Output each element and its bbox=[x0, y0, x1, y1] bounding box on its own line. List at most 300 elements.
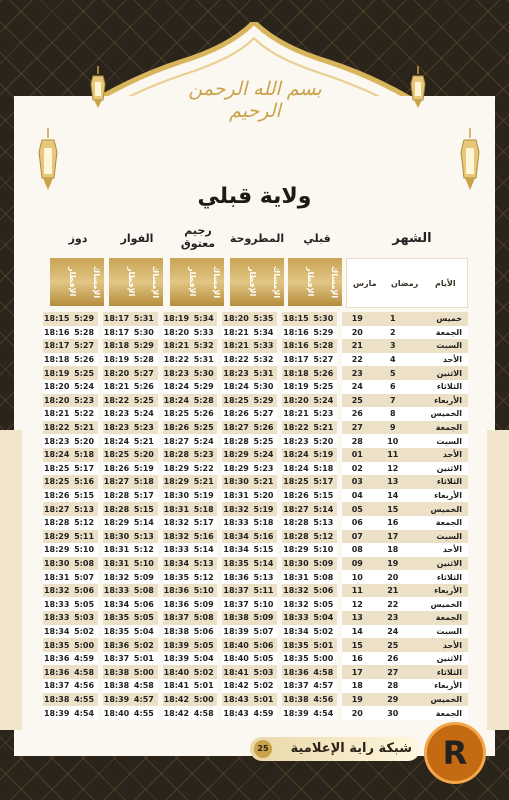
table-row bbox=[43, 679, 468, 693]
qebili-imsak-cell: 5:30 bbox=[310, 312, 337, 326]
rjim-maatoug-imsak-cell: 5:33 bbox=[190, 326, 217, 340]
faouar-imsak-cell: 5:30 bbox=[130, 326, 157, 340]
douz-iftar-cell: 18:37 bbox=[43, 679, 70, 693]
table-row bbox=[43, 638, 468, 652]
douz-imsak-cell: 5:08 bbox=[70, 557, 97, 571]
rjim-maatoug-iftar-cell: 18:25 bbox=[163, 407, 190, 421]
rjim-maatoug-iftar-cell: 18:36 bbox=[163, 584, 190, 598]
table-row bbox=[43, 421, 468, 435]
weekday-cell: الثلاثاء bbox=[413, 380, 468, 394]
qebili-iftar-cell: 18:24 bbox=[282, 448, 309, 462]
qebili-imsak-cell: 5:00 bbox=[310, 652, 337, 666]
matrouha-imsak-cell: 5:15 bbox=[250, 543, 277, 557]
header-region-rjim-maatoug: رجيم معتوق bbox=[180, 224, 216, 250]
iftar-label: الإفطار bbox=[188, 267, 197, 297]
faouar-iftar-cell: 18:28 bbox=[103, 489, 130, 503]
faouar-iftar-cell: 18:38 bbox=[103, 679, 130, 693]
douz-imsak-cell: 5:13 bbox=[70, 502, 97, 516]
table-row bbox=[43, 570, 468, 584]
brand-name: شبكة راية الإعلامية bbox=[250, 737, 420, 761]
matrouha-imsak-cell: 5:03 bbox=[250, 665, 277, 679]
matrouha-iftar-cell: 18:23 bbox=[222, 366, 249, 380]
ramadan-day-cell: 29 bbox=[372, 693, 413, 707]
rjim-maatoug-imsak-cell: 5:12 bbox=[190, 570, 217, 584]
douz-iftar-cell: 18:29 bbox=[43, 530, 70, 544]
qebili-imsak-cell: 4:54 bbox=[310, 706, 337, 720]
qebili-imsak-cell: 5:15 bbox=[310, 489, 337, 503]
qebili-iftar-cell: 18:30 bbox=[282, 557, 309, 571]
faouar-imsak-cell: 5:23 bbox=[130, 421, 157, 435]
weekday-cell: الأربعاء bbox=[413, 584, 468, 598]
march-date-cell: 24 bbox=[342, 380, 372, 394]
march-date-cell: 26 bbox=[342, 407, 372, 421]
douz-iftar-cell: 18:24 bbox=[43, 448, 70, 462]
matrouha-iftar-cell: 18:20 bbox=[222, 312, 249, 326]
march-date-cell: 23 bbox=[342, 366, 372, 380]
rjim-maatoug-iftar-cell: 18:29 bbox=[163, 475, 190, 489]
qebili-iftar-cell: 18:38 bbox=[282, 693, 309, 707]
rjim-maatoug-iftar-cell: 18:28 bbox=[163, 448, 190, 462]
faouar-iftar-cell: 18:26 bbox=[103, 462, 130, 476]
weekday-cell: الثلاثاء bbox=[413, 570, 468, 584]
rjim-maatoug-iftar-cell: 18:42 bbox=[163, 706, 190, 720]
faouar-iftar-cell: 18:20 bbox=[103, 366, 130, 380]
rjim-maatoug-iftar-cell: 18:29 bbox=[163, 462, 190, 476]
rjim-maatoug-iftar-cell: 18:35 bbox=[163, 570, 190, 584]
march-date-cell: 22 bbox=[342, 353, 372, 367]
rjim-maatoug-imsak-cell: 5:19 bbox=[190, 489, 217, 503]
ramadan-day-cell: 3 bbox=[372, 339, 413, 353]
weekday-cell: الأربعاء bbox=[413, 394, 468, 408]
qebili-imsak-cell: 5:27 bbox=[310, 353, 337, 367]
header-box-dates bbox=[346, 258, 468, 308]
weekday-cell: الأحد bbox=[413, 353, 468, 367]
ramadan-day-cell: 11 bbox=[372, 448, 413, 462]
logo-letter: R bbox=[442, 734, 468, 772]
matrouha-imsak-cell: 5:29 bbox=[250, 394, 277, 408]
douz-iftar-cell: 18:35 bbox=[43, 638, 70, 652]
douz-imsak-cell: 5:15 bbox=[70, 489, 97, 503]
matrouha-imsak-cell: 5:31 bbox=[250, 366, 277, 380]
ramadan-day-cell: 9 bbox=[372, 421, 413, 435]
faouar-imsak-cell: 5:25 bbox=[130, 394, 157, 408]
rjim-maatoug-iftar-cell: 18:27 bbox=[163, 434, 190, 448]
table-row bbox=[43, 706, 468, 720]
faouar-imsak-cell: 5:14 bbox=[130, 516, 157, 530]
qebili-imsak-cell: 5:09 bbox=[310, 557, 337, 571]
ramadan-day-cell: 25 bbox=[372, 638, 413, 652]
faouar-imsak-cell: 4:55 bbox=[130, 706, 157, 720]
douz-iftar-cell: 18:36 bbox=[43, 665, 70, 679]
table-row bbox=[43, 693, 468, 707]
weekday-cell: الأحد bbox=[413, 448, 468, 462]
rjim-maatoug-imsak-cell: 5:16 bbox=[190, 530, 217, 544]
weekday-cell: السبت bbox=[413, 625, 468, 639]
matrouha-iftar-cell: 18:25 bbox=[222, 394, 249, 408]
header-box-douz bbox=[50, 258, 104, 306]
faouar-imsak-cell: 5:21 bbox=[130, 434, 157, 448]
qebili-iftar-cell: 18:24 bbox=[282, 462, 309, 476]
faouar-iftar-cell: 18:25 bbox=[103, 448, 130, 462]
qebili-imsak-cell: 5:20 bbox=[310, 434, 337, 448]
faouar-imsak-cell: 5:31 bbox=[130, 312, 157, 326]
qebili-imsak-cell: 5:21 bbox=[310, 421, 337, 435]
rjim-maatoug-imsak-cell: 5:01 bbox=[190, 679, 217, 693]
rjim-maatoug-iftar-cell: 18:22 bbox=[163, 353, 190, 367]
faouar-iftar-cell: 18:33 bbox=[103, 584, 130, 598]
lantern-icon bbox=[410, 66, 426, 110]
rjim-maatoug-imsak-cell: 5:34 bbox=[190, 312, 217, 326]
ramadan-day-cell: 27 bbox=[372, 665, 413, 679]
faouar-iftar-cell: 18:40 bbox=[103, 706, 130, 720]
ramadan-day-cell: 26 bbox=[372, 652, 413, 666]
douz-imsak-cell: 5:22 bbox=[70, 407, 97, 421]
matrouha-imsak-cell: 5:06 bbox=[250, 638, 277, 652]
qebili-imsak-cell: 5:14 bbox=[310, 502, 337, 516]
qebili-iftar-cell: 18:20 bbox=[282, 394, 309, 408]
rjim-maatoug-imsak-cell: 5:17 bbox=[190, 516, 217, 530]
qebili-iftar-cell: 18:31 bbox=[282, 570, 309, 584]
douz-iftar-cell: 18:25 bbox=[43, 462, 70, 476]
faouar-imsak-cell: 5:01 bbox=[130, 652, 157, 666]
qebili-iftar-cell: 18:32 bbox=[282, 597, 309, 611]
ramadan-day-cell: 30 bbox=[372, 706, 413, 720]
rjim-maatoug-imsak-cell: 5:29 bbox=[190, 380, 217, 394]
table-row bbox=[43, 462, 468, 476]
rjim-maatoug-iftar-cell: 18:24 bbox=[163, 380, 190, 394]
matrouha-iftar-cell: 18:31 bbox=[222, 489, 249, 503]
table-row bbox=[43, 448, 468, 462]
weekday-cell: الثلاثاء bbox=[413, 475, 468, 489]
march-date-cell: 27 bbox=[342, 421, 372, 435]
qebili-iftar-cell: 18:15 bbox=[282, 312, 309, 326]
weekday-cell: الاثنين bbox=[413, 366, 468, 380]
iftar-label: الإفطار bbox=[68, 267, 77, 297]
matrouha-iftar-cell: 18:26 bbox=[222, 407, 249, 421]
matrouha-iftar-cell: 18:39 bbox=[222, 625, 249, 639]
douz-iftar-cell: 18:17 bbox=[43, 339, 70, 353]
qebili-iftar-cell: 18:29 bbox=[282, 543, 309, 557]
march-date-cell: 02 bbox=[342, 462, 372, 476]
prayer-timetable bbox=[43, 312, 468, 720]
ramadan-day-cell: 15 bbox=[372, 502, 413, 516]
page-number: 25 bbox=[254, 740, 272, 758]
qebili-imsak-cell: 5:06 bbox=[310, 584, 337, 598]
table-row bbox=[43, 611, 468, 625]
matrouha-imsak-cell: 5:24 bbox=[250, 448, 277, 462]
matrouha-iftar-cell: 18:29 bbox=[222, 462, 249, 476]
table-row bbox=[43, 394, 468, 408]
matrouha-iftar-cell: 18:43 bbox=[222, 706, 249, 720]
ramadan-day-cell: 6 bbox=[372, 380, 413, 394]
rjim-maatoug-imsak-cell: 5:22 bbox=[190, 462, 217, 476]
march-date-cell: 14 bbox=[342, 625, 372, 639]
rjim-maatoug-iftar-cell: 18:26 bbox=[163, 421, 190, 435]
douz-iftar-cell: 18:19 bbox=[43, 366, 70, 380]
qebili-imsak-cell: 4:57 bbox=[310, 679, 337, 693]
ramadan-day-cell: 20 bbox=[372, 570, 413, 584]
ramadan-day-cell: 19 bbox=[372, 557, 413, 571]
ramadan-day-cell: 21 bbox=[372, 584, 413, 598]
faouar-imsak-cell: 5:00 bbox=[130, 665, 157, 679]
qebili-imsak-cell: 5:10 bbox=[310, 543, 337, 557]
weekday-cell: الأربعاء bbox=[413, 679, 468, 693]
march-date-cell: 19 bbox=[342, 312, 372, 326]
rjim-maatoug-imsak-cell: 5:31 bbox=[190, 353, 217, 367]
lantern-icon bbox=[38, 128, 58, 192]
rjim-maatoug-imsak-cell: 5:13 bbox=[190, 557, 217, 571]
right-minaret bbox=[487, 430, 509, 730]
table-row bbox=[43, 489, 468, 503]
faouar-imsak-cell: 5:20 bbox=[130, 448, 157, 462]
matrouha-iftar-cell: 18:34 bbox=[222, 543, 249, 557]
matrouha-imsak-cell: 5:01 bbox=[250, 693, 277, 707]
rjim-maatoug-iftar-cell: 18:19 bbox=[163, 312, 190, 326]
table-row bbox=[43, 652, 468, 666]
qebili-imsak-cell: 5:17 bbox=[310, 475, 337, 489]
matrouha-imsak-cell: 5:21 bbox=[250, 475, 277, 489]
matrouha-imsak-cell: 4:59 bbox=[250, 706, 277, 720]
march-date-cell: 11 bbox=[342, 584, 372, 598]
table-row bbox=[43, 475, 468, 489]
rjim-maatoug-iftar-cell: 18:38 bbox=[163, 625, 190, 639]
qebili-iftar-cell: 18:27 bbox=[282, 502, 309, 516]
matrouha-iftar-cell: 18:34 bbox=[222, 530, 249, 544]
douz-iftar-cell: 18:33 bbox=[43, 611, 70, 625]
faouar-iftar-cell: 18:35 bbox=[103, 611, 130, 625]
rjim-maatoug-imsak-cell: 5:28 bbox=[190, 394, 217, 408]
douz-iftar-cell: 18:34 bbox=[43, 625, 70, 639]
faouar-iftar-cell: 18:39 bbox=[103, 693, 130, 707]
matrouha-iftar-cell: 18:30 bbox=[222, 475, 249, 489]
faouar-iftar-cell: 18:22 bbox=[103, 394, 130, 408]
weekday-cell: الاثنين bbox=[413, 557, 468, 571]
qebili-imsak-cell: 5:05 bbox=[310, 597, 337, 611]
march-date-cell: 28 bbox=[342, 434, 372, 448]
rjim-maatoug-imsak-cell: 5:30 bbox=[190, 366, 217, 380]
douz-imsak-cell: 5:28 bbox=[70, 326, 97, 340]
faouar-iftar-cell: 18:31 bbox=[103, 543, 130, 557]
march-date-cell: 15 bbox=[342, 638, 372, 652]
douz-iftar-cell: 18:20 bbox=[43, 394, 70, 408]
faouar-iftar-cell: 18:18 bbox=[103, 339, 130, 353]
left-minaret bbox=[0, 430, 22, 730]
matrouha-imsak-cell: 5:09 bbox=[250, 611, 277, 625]
rjim-maatoug-imsak-cell: 5:00 bbox=[190, 693, 217, 707]
matrouha-imsak-cell: 5:35 bbox=[250, 312, 277, 326]
faouar-imsak-cell: 5:06 bbox=[130, 597, 157, 611]
douz-imsak-cell: 5:11 bbox=[70, 530, 97, 544]
imsak-label: الإمساك bbox=[212, 265, 221, 299]
faouar-imsak-cell: 5:26 bbox=[130, 380, 157, 394]
faouar-imsak-cell: 5:29 bbox=[130, 339, 157, 353]
matrouha-imsak-cell: 5:10 bbox=[250, 597, 277, 611]
table-row bbox=[43, 366, 468, 380]
rjim-maatoug-iftar-cell: 18:36 bbox=[163, 597, 190, 611]
march-date-cell: 18 bbox=[342, 679, 372, 693]
douz-imsak-cell: 5:18 bbox=[70, 448, 97, 462]
matrouha-imsak-cell: 5:34 bbox=[250, 326, 277, 340]
matrouha-imsak-cell: 5:05 bbox=[250, 652, 277, 666]
douz-imsak-cell: 5:25 bbox=[70, 366, 97, 380]
march-date-cell: 01 bbox=[342, 448, 372, 462]
matrouha-iftar-cell: 18:27 bbox=[222, 421, 249, 435]
douz-imsak-cell: 5:03 bbox=[70, 611, 97, 625]
march-date-cell: 20 bbox=[342, 706, 372, 720]
qebili-imsak-cell: 5:24 bbox=[310, 394, 337, 408]
weekday-cell: الخميس bbox=[413, 597, 468, 611]
table-row bbox=[43, 407, 468, 421]
matrouha-iftar-cell: 18:43 bbox=[222, 693, 249, 707]
march-date-cell: 13 bbox=[342, 611, 372, 625]
rjim-maatoug-imsak-cell: 5:05 bbox=[190, 638, 217, 652]
douz-iftar-cell: 18:18 bbox=[43, 353, 70, 367]
matrouha-iftar-cell: 18:41 bbox=[222, 665, 249, 679]
qebili-imsak-cell: 5:04 bbox=[310, 611, 337, 625]
qebili-iftar-cell: 18:28 bbox=[282, 530, 309, 544]
march-date-cell: 17 bbox=[342, 665, 372, 679]
header-box-qebili bbox=[288, 258, 342, 306]
faouar-iftar-cell: 18:38 bbox=[103, 665, 130, 679]
douz-iftar-cell: 18:23 bbox=[43, 434, 70, 448]
faouar-iftar-cell: 18:30 bbox=[103, 530, 130, 544]
rjim-maatoug-iftar-cell: 18:32 bbox=[163, 516, 190, 530]
header-region-matrouha: المطروحة bbox=[229, 232, 285, 245]
faouar-imsak-cell: 5:17 bbox=[130, 489, 157, 503]
qebili-imsak-cell: 5:23 bbox=[310, 407, 337, 421]
matrouha-imsak-cell: 5:27 bbox=[250, 407, 277, 421]
table-row bbox=[43, 434, 468, 448]
faouar-imsak-cell: 5:13 bbox=[130, 530, 157, 544]
douz-imsak-cell: 5:29 bbox=[70, 312, 97, 326]
ramadan-day-cell: 22 bbox=[372, 597, 413, 611]
rjim-maatoug-iftar-cell: 18:32 bbox=[163, 530, 190, 544]
douz-imsak-cell: 5:06 bbox=[70, 584, 97, 598]
weekday-cell: الأربعاء bbox=[413, 489, 468, 503]
qebili-iftar-cell: 18:18 bbox=[282, 366, 309, 380]
matrouha-imsak-cell: 5:23 bbox=[250, 462, 277, 476]
matrouha-iftar-cell: 18:28 bbox=[222, 434, 249, 448]
weekday-cell: الاثنين bbox=[413, 462, 468, 476]
lantern-icon bbox=[90, 66, 106, 110]
douz-imsak-cell: 5:20 bbox=[70, 434, 97, 448]
douz-imsak-cell: 5:10 bbox=[70, 543, 97, 557]
header-region-faouar: الفوار bbox=[120, 232, 154, 245]
ramadan-day-cell: 2 bbox=[372, 326, 413, 340]
days-label: الأيام bbox=[435, 279, 456, 288]
qebili-iftar-cell: 18:16 bbox=[282, 326, 309, 340]
douz-imsak-cell: 4:55 bbox=[70, 693, 97, 707]
march-date-cell: 05 bbox=[342, 502, 372, 516]
matrouha-iftar-cell: 18:21 bbox=[222, 326, 249, 340]
rjim-maatoug-iftar-cell: 18:23 bbox=[163, 366, 190, 380]
douz-imsak-cell: 5:17 bbox=[70, 462, 97, 476]
faouar-imsak-cell: 5:05 bbox=[130, 611, 157, 625]
matrouha-imsak-cell: 5:32 bbox=[250, 353, 277, 367]
rjim-maatoug-iftar-cell: 18:39 bbox=[163, 652, 190, 666]
douz-imsak-cell: 5:21 bbox=[70, 421, 97, 435]
matrouha-imsak-cell: 5:16 bbox=[250, 530, 277, 544]
header-box-rjim-maatoug bbox=[170, 258, 224, 306]
douz-imsak-cell: 4:59 bbox=[70, 652, 97, 666]
ramadan-day-cell: 5 bbox=[372, 366, 413, 380]
faouar-iftar-cell: 18:21 bbox=[103, 380, 130, 394]
table-row bbox=[43, 665, 468, 679]
weekday-cell: الجمعة bbox=[413, 421, 468, 435]
faouar-iftar-cell: 18:34 bbox=[103, 597, 130, 611]
douz-iftar-cell: 18:20 bbox=[43, 380, 70, 394]
rjim-maatoug-imsak-cell: 5:04 bbox=[190, 652, 217, 666]
ramadan-day-cell: 13 bbox=[372, 475, 413, 489]
march-date-cell: 16 bbox=[342, 652, 372, 666]
qebili-imsak-cell: 5:02 bbox=[310, 625, 337, 639]
weekday-cell: الأحد bbox=[413, 638, 468, 652]
douz-iftar-cell: 18:39 bbox=[43, 706, 70, 720]
qebili-iftar-cell: 18:28 bbox=[282, 516, 309, 530]
qebili-iftar-cell: 18:23 bbox=[282, 434, 309, 448]
faouar-imsak-cell: 5:12 bbox=[130, 543, 157, 557]
ramadan-day-cell: 12 bbox=[372, 462, 413, 476]
rjim-maatoug-iftar-cell: 18:42 bbox=[163, 693, 190, 707]
matrouha-imsak-cell: 5:07 bbox=[250, 625, 277, 639]
march-date-cell: 19 bbox=[342, 693, 372, 707]
table-row bbox=[43, 380, 468, 394]
faouar-iftar-cell: 18:35 bbox=[103, 625, 130, 639]
weekday-cell: السبت bbox=[413, 434, 468, 448]
ramadan-day-cell: 10 bbox=[372, 434, 413, 448]
rjim-maatoug-imsak-cell: 5:08 bbox=[190, 611, 217, 625]
faouar-iftar-cell: 18:19 bbox=[103, 353, 130, 367]
ramadan-day-cell: 24 bbox=[372, 625, 413, 639]
iftar-label: الإفطار bbox=[127, 267, 136, 297]
faouar-imsak-cell: 5:27 bbox=[130, 366, 157, 380]
march-date-cell: 03 bbox=[342, 475, 372, 489]
faouar-imsak-cell: 5:02 bbox=[130, 638, 157, 652]
iftar-label: الإفطار bbox=[306, 267, 315, 297]
march-date-cell: 10 bbox=[342, 570, 372, 584]
matrouha-iftar-cell: 18:22 bbox=[222, 353, 249, 367]
qebili-imsak-cell: 5:29 bbox=[310, 326, 337, 340]
weekday-cell: الثلاثاء bbox=[413, 665, 468, 679]
rjim-maatoug-iftar-cell: 18:24 bbox=[163, 394, 190, 408]
imsak-label: الإمساك bbox=[272, 265, 281, 299]
douz-imsak-cell: 4:56 bbox=[70, 679, 97, 693]
table-row bbox=[43, 584, 468, 598]
table-row bbox=[43, 530, 468, 544]
rjim-maatoug-iftar-cell: 18:34 bbox=[163, 557, 190, 571]
table-row bbox=[43, 557, 468, 571]
table-row bbox=[43, 543, 468, 557]
qebili-imsak-cell: 5:13 bbox=[310, 516, 337, 530]
rjim-maatoug-imsak-cell: 4:58 bbox=[190, 706, 217, 720]
weekday-cell: الاثنين bbox=[413, 652, 468, 666]
qebili-iftar-cell: 18:35 bbox=[282, 638, 309, 652]
rjim-maatoug-imsak-cell: 5:18 bbox=[190, 502, 217, 516]
faouar-imsak-cell: 5:19 bbox=[130, 462, 157, 476]
matrouha-iftar-cell: 18:36 bbox=[222, 570, 249, 584]
table-row bbox=[43, 502, 468, 516]
ramadan-day-cell: 1 bbox=[372, 312, 413, 326]
ramadan-day-cell: 14 bbox=[372, 489, 413, 503]
page-title: ولاية قبلي bbox=[197, 184, 312, 209]
douz-iftar-cell: 18:22 bbox=[43, 421, 70, 435]
matrouha-imsak-cell: 5:18 bbox=[250, 516, 277, 530]
douz-imsak-cell: 5:16 bbox=[70, 475, 97, 489]
douz-iftar-cell: 18:36 bbox=[43, 652, 70, 666]
faouar-iftar-cell: 18:27 bbox=[103, 475, 130, 489]
douz-iftar-cell: 18:33 bbox=[43, 597, 70, 611]
faouar-iftar-cell: 18:29 bbox=[103, 516, 130, 530]
